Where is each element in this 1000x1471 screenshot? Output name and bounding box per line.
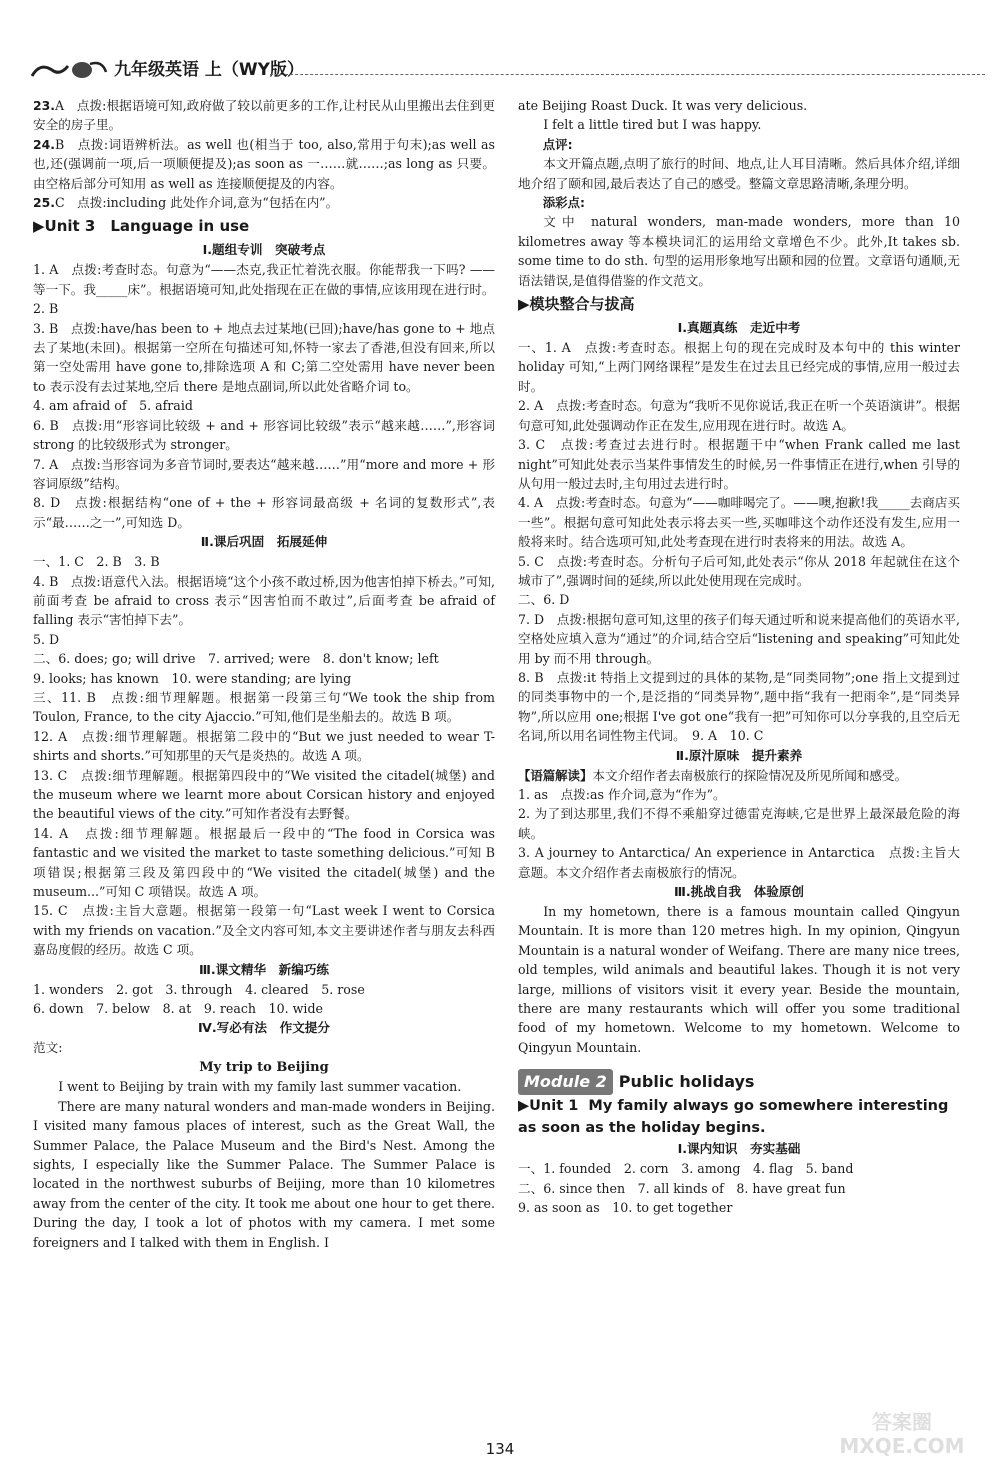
answer-item: 一、1. founded 2. corn 3. among 4. flag 5. band [518,1161,854,1177]
book-title: 九年级英语 上（WY版） [114,60,304,80]
answer-item: 3. A journey to Antarctica/ An experience in Antarctica 点拨:主旨大意题。本文介绍作者去南极旅行的情况。 [518,845,960,880]
svg-text:答案圈: 答案圈 [872,1410,932,1434]
essay-paragraph: In my hometown, there is a famous mountain called Qingyun Mountain. It is more than 120 metres high. In my opinion, Qingyun Mountain is a natural wonder of Weifang. There are many nice trees, old temples, wild animals and beautiful lakes. Though it is not very large, millions of visitors visit it every year. Beside the mountain, there are many restaurants which will offer you some traditional food of my hometown. Welcome to my hometown. Welcome to Qingyun Mountain. [518,904,960,1055]
answer-item: 7. A 点拨:当形容词为多音节词时,要表达“越来越……”用“more and more + 形容词原级”结构。 [33,456,495,491]
answer-item: 8. B 点拨:it 特指上文提到过的具体的某物,是“同类同物”;one 指上文提到过的同类事物中的一个,是泛指的“同类异物”,题中指“我有一把雨伞”,是“同类异物”,所以应用 one;根据 I've got one“我有一把”可知你可以分享我的,且空后无名词,所以用名词性物主代词。 9. A 10. C [518,669,960,744]
answer-item: 4. am afraid of 5. afraid [33,398,193,414]
unit-heading: ▶Unit 1 My family always go somewhere interesting as soon as the holiday begins. [518,1098,949,1137]
section-heading: Ⅱ.原汁原味 提升素养 [675,747,803,763]
essay-paragraph: I felt a little tired but I was happy. [543,117,762,133]
answer-item: 15. C 点拨:主旨大意题。根据第一段第一句“Last week I went to Corsica with my friends on vacation.”及全文内容可知,本文主要讲述作者与朋友去科西嘉岛度假的经历。故选 C 项。 [33,903,495,958]
dianping-label: 点评: [542,136,573,152]
fanwen-label: 范文: [33,1040,63,1056]
answer-item: 14. A 点拨:细节理解题。根据最后一段中的“The food in Corsica was fantastic and we visited the market to taste something delicious.”可知 B 项错误;根据第三段及第四段中的“We visited the citadel(城堡) and the museum...”可知 C 项错误。故选 A 项。 [33,825,495,900]
svg-text:MXQE.COM: MXQE.COM [839,1434,965,1458]
answer-item: 一、1. C 2. B 3. B [33,554,160,570]
publisher-logo-icon [30,58,108,82]
section-heading: Ⅰ.真题真练 走近中考 [677,320,801,336]
answer-item: 12. A 点拨:细节理解题。根据第二段中的“But we just needed to wear T-shirts and shorts.”可知那里的天气是炎热的。故选 A 项。 [33,728,495,764]
unit-heading: ▶Unit 3 Language in use [33,217,250,236]
answer-item: 4. A 点拨:考查时态。句意为“——咖啡喝完了。——噢,抱歉!我_____去商店买一些”。根据句意可知此处表示将去买一些,买咖啡这个动作还没有发生,应用一般将来时。结合选项可知,此处考查现在进行时表将来的用法。故选 A。 [518,495,960,550]
section-heading: Ⅳ.写必有法 作文提分 [198,1020,330,1036]
answer-item: 4. B 点拨:语意代入法。根据语境“这个小孩不敢过桥,因为他害怕掉下桥去。”可知,前面考查 be afraid to cross 表示“因害怕而不敢过”,后面考查 be afraid of falling 表示“害怕掉下去”。 [33,573,495,628]
section-heading: Ⅰ.课内知识 夯实基础 [677,1141,801,1157]
left-column [33,96,495,1252]
answer-item: 二、6. D [518,592,570,608]
tiancai-label: 添彩点: [542,195,585,211]
answer-item: 23.A 点拨:根据语境可知,政府做了较以前更多的工作,让村民从山里搬出去住到更安全的房子里。 [33,98,495,133]
answer-item: 1. wonders 2. got 3. through 4. cleared 5. rose [33,981,365,997]
page-number: 134 [485,1440,515,1458]
dianping-text: 本文开篇点题,点明了旅行的时间、地点,让人耳目清晰。然后具体介绍,详细地介绍了颐和园,最后表达了自己的感受。整篇文章思路清晰,条理分明。 [518,156,960,191]
section-heading: Ⅱ.课后巩固 拓展延伸 [200,534,328,550]
essay-paragraph: ate Beijing Roast Duck. It was very delicious. [518,98,808,113]
essay-title: My trip to Beijing [199,1059,329,1075]
module-integration-heading: ▶模块整合与拔高 [518,295,635,314]
answer-item: 24.B 点拨:词语辨析法。as well 也(相当于 too, also,常用于句末);as well as 也,还(强调前一项,后一项顺便提及);as soon as 一……就……;as long as 只要。由空格后部分可知用 as well as 连接顺便提及的内容。 [33,136,495,191]
answer-item: 9. as soon as 10. to get together [518,1200,733,1216]
tiancai-text: 文中 natural wonders, man-made wonders, more than 10 kilometres away 等本模块词汇的运用给文章增色不少。此外,It takes sb. some time to do sth. 句型的运用形象地写出颐和园的位置。文章语句通顺,无语法错误,是值得借鉴的作文范文。 [518,214,960,288]
answer-item: 3. C 点拨:考查过去进行时。根据题干中“when Frank called me last night”可知此处表示当某件事情发生的时候,另一件事情正在进行,when 引导的从句用一般过去时,主句用过去进行时。 [518,437,960,491]
answer-item: 2. B [33,301,59,317]
answer-item: 25.C 点拨:including 此处作介词,意为“包括在内”。 [33,195,339,211]
module-heading [518,1069,960,1095]
answer-item: 三、11. B 点拨:细节理解题。根据第一段第三句“We took the ship from Toulon, France, to the city Ajaccio.”可知,他们是坐船去的。故选 B 项。 [33,689,495,725]
answer-item: 5. D [33,631,60,647]
unit-title: My family always go somewhere interesting as soon as the holiday begins. [518,1098,949,1137]
answer-item: 8. D 点拨:根据结构“one of + the + 形容词最高级 + 名词的复数形式”,表示“最……之一”,可知选 D。 [33,495,495,530]
answer-item: 6. down 7. below 8. at 9. reach 10. wide [33,1001,323,1017]
page-header [30,56,985,86]
answer-item: 二、6. does; go; will drive 7. arrived; were 8. don't know; left [33,651,439,667]
answer-item: 1. as 点拨:as 作介词,意为“作为”。 [518,787,726,802]
answer-item: 9. looks; has known 10. were standing; are lying [33,670,352,686]
header-rule [270,74,985,75]
module-tag: Module 2 [518,1069,613,1095]
module-title: Public holidays [618,1072,755,1092]
answer-item: 二、6. since then 7. all kinds of 8. have great fun [518,1180,846,1196]
answer-item: 2. A 点拨:考查时态。句意为“我听不见你说话,我正在听一个英语演讲”。根据句意可知,此处强调动作正在发生,应用现在进行时。故选 A。 [518,398,960,433]
watermark-logo-icon [820,1405,985,1460]
answer-item: 2. 为了到达那里,我们不得不乘船穿过德雷克海峡,它是世界上最深最危险的海峡。 [518,806,960,841]
answer-item: 7. D 点拨:根据句意可知,这里的孩子们每天通过听和说来提高他们的英语水平,空格处应填入意为“通过”的介词,结合空后“listening and speaking”可知此处用 by 而不用 through。 [518,611,960,666]
essay-paragraph: There are many natural wonders and man-made wonders in Beijing. I visited many famous places of interest, such as the Great Wall, the Summer Palace, the Palace Museum and the Bird's Nest. Among the sights, I especially like the Summer Palace. The Summer Palace is located in the northwest suburbs of Beijing, more than 10 kilometres away from the center of the city. It took me about one hour to get there. During the day, I took a lot of photos with my camera. I met some foreigners and I talked with them in English. I [33,1098,495,1250]
answer-item: 13. C 点拨:细节理解题。根据第四段中的“We visited the citadel(城堡) and the museum where we learnt more about Corsican history and enjoyed the beautiful views of the city.”可知作者没有去野餐。 [33,767,495,822]
section-heading: Ⅰ.题组专训 突破考点 [202,242,326,258]
answer-item: 1. A 点拨:考查时态。句意为“——杰克,我正忙着洗衣服。你能帮我一下吗? ——等一下。我_____床”。根据语境可知,此处指现在正在做的事情,应该用现在进行时。 [33,262,495,297]
right-column [518,96,960,1218]
answer-item: 一、1. A 点拨:考查时态。根据上句的现在完成时及本句中的 this winter holiday 可知,“上两门网络课程”是发生在过去且已经完成的事情,应用一般过去时。 [518,340,960,394]
answer-item: 3. B 点拨:have/has been to + 地点去过某地(已回);have/has gone to + 地点去了某地(未回)。根据第一空所在句描述可知,怀特一家去了香港,但没有回来,所以第一空处需用 have gone to,排除选项 A 和 C;第二空处需用 have never been to 表示没有去过某地,空后 there 是地点副词,所以此处省略介词 to。 [33,320,495,394]
section-heading: Ⅲ.课文精华 新编巧练 [198,961,330,977]
essay-paragraph: I went to Beijing by train with my family last summer vacation. [58,1079,462,1095]
reading-summary: 【语篇解读】本文介绍作者去南极旅行的探险情况及所见所闻和感受。 [518,767,908,783]
section-heading: Ⅲ.挑战自我 体验原创 [673,884,805,900]
answer-item: 6. B 点拨:用“形容词比较级 + and + 形容词比较级”表示“越来越……”,形容词 strong 的比较级形式为 stronger。 [33,417,495,453]
answer-item: 5. C 点拨:考查时态。分析句子后可知,此处表示“你从 2018 年起就住在这个城市了”,强调时间的延续,所以此处使用现在完成时。 [518,553,960,588]
